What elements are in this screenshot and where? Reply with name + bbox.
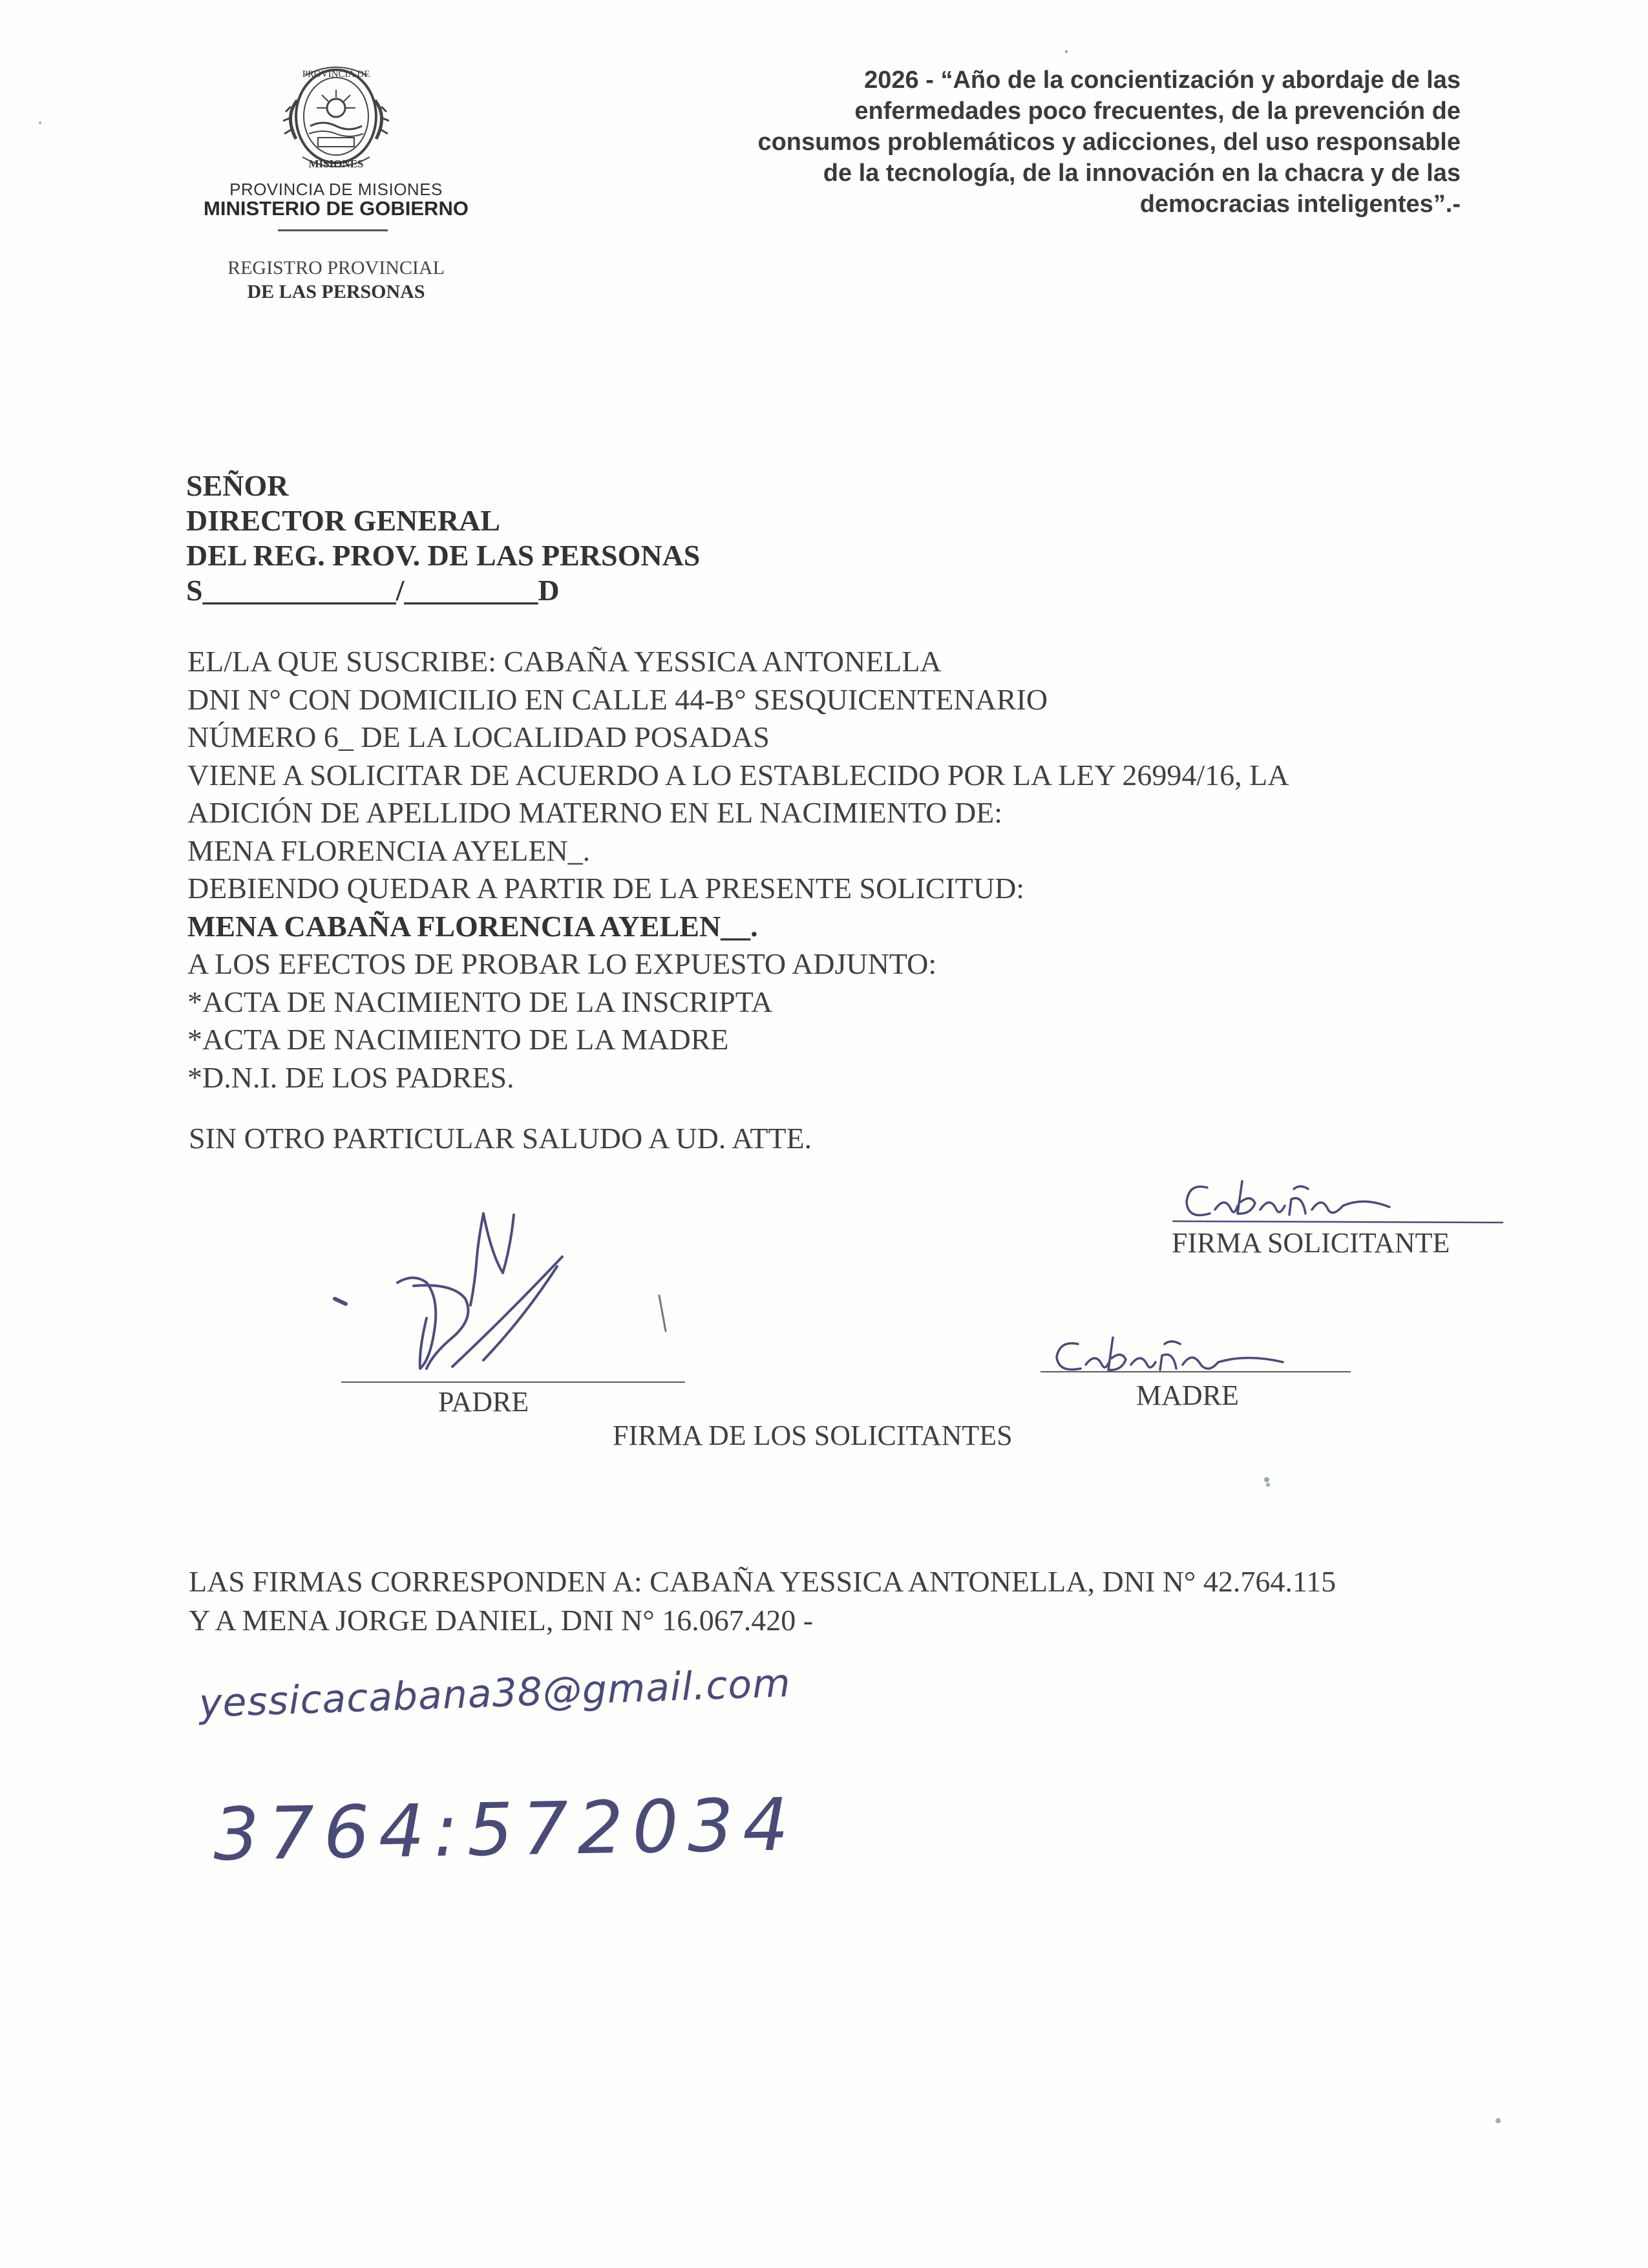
addressee-block	[186, 468, 700, 608]
addressee-role: DIRECTOR GENERAL	[186, 504, 501, 537]
motto-line: 2026 - “Año de la concientización y abordaje de las	[864, 67, 1461, 94]
body-line: NÚMERO 6_ DE LA LOCALIDAD POSADAS	[187, 720, 770, 753]
mother-signature-label: MADRE	[1136, 1380, 1239, 1411]
ministry-divider	[278, 229, 388, 231]
addressee-office: DEL REG. PROV. DE LAS PERSONAS	[186, 539, 701, 572]
crest-top-text: PROVINCIA DE	[302, 69, 370, 79]
body-line: *ACTA DE NACIMIENTO DE LA MADRE	[187, 1023, 729, 1056]
body-line: *ACTA DE NACIMIENTO DE LA INSCRIPTA	[187, 985, 773, 1018]
body-line: EL/LA QUE SUSCRIBE: CABAÑA YESSICA ANTONELLA	[187, 645, 942, 678]
body-line: MENA FLORENCIA AYELEN_.	[187, 834, 591, 867]
mother-signature-icon	[1057, 1338, 1283, 1370]
attribution-line: LAS FIRMAS CORRESPONDEN A: CABAÑA YESSICA ANTONELLA, DNI N° 42.764.115	[189, 1565, 1336, 1598]
father-signature-line	[341, 1381, 685, 1383]
ministry-name: MINISTERIO DE GOBIERNO	[204, 197, 469, 220]
registry-line-1: REGISTRO PROVINCIAL	[227, 257, 445, 278]
mother-signature-line	[1041, 1371, 1351, 1372]
motto-line: enfermedades poco frecuentes, de la prevención de	[854, 98, 1461, 125]
body-line-new-name: MENA CABAÑA FLORENCIA AYELEN__.	[187, 909, 758, 943]
year-motto	[659, 65, 1461, 220]
addressee-sd: S_____________/_________D	[186, 574, 560, 607]
motto-line: de la tecnología, de la innovación en la chacra y de las	[823, 160, 1461, 187]
applicants-signature-label: FIRMA DE LOS SOLICITANTES	[613, 1420, 1013, 1451]
attribution-line: Y A MENA JORGE DANIEL, DNI N° 16.067.420 -	[189, 1604, 814, 1637]
body-line: DEBIENDO QUEDAR A PARTIR DE LA PRESENTE SOLICITUD:	[187, 872, 1025, 905]
signature-attribution	[189, 1562, 1336, 1640]
provincial-crest-icon	[271, 61, 401, 174]
applicant-signature-label: FIRMA SOLICITANTE	[1172, 1227, 1450, 1259]
crest-bottom-text: MISIONES	[308, 158, 364, 170]
motto-line: consumos problemáticos y adicciones, del uso responsable	[757, 129, 1461, 156]
registry-line-2: DE LAS PERSONAS	[247, 281, 425, 302]
motto-line: democracias inteligentes”.-	[1139, 191, 1461, 218]
handwritten-email: yessicacabana38@gmail.com	[198, 1661, 792, 1727]
body-line: A LOS EFECTOS DE PROBAR LO EXPUESTO ADJUNTO:	[187, 947, 937, 980]
applicant-signature-icon	[1173, 1181, 1503, 1223]
request-body	[187, 643, 1289, 1097]
closing-line: SIN OTRO PARTICULAR SALUDO A UD. ATTE.	[189, 1122, 812, 1155]
body-line: ADICIÓN DE APELLIDO MATERNO EN EL NACIMIENTO DE:	[187, 796, 1003, 829]
father-signature-label: PADRE	[438, 1386, 529, 1418]
body-line: *D.N.I. DE LOS PADRES.	[187, 1060, 514, 1094]
body-line: DNI N° CON DOMICILIO EN CALLE 44-B° SESQUICENTENARIO	[187, 682, 1048, 716]
province-name: PROVINCIA DE MISIONES	[229, 180, 443, 199]
addressee-title: SEÑOR	[186, 469, 289, 502]
father-signature-icon	[335, 1213, 666, 1369]
handwritten-phone: 3764:572034	[212, 1783, 799, 1877]
body-line: VIENE A SOLICITAR DE ACUERDO A LO ESTABLECIDO POR LA LEY 26994/16, LA	[187, 758, 1289, 792]
